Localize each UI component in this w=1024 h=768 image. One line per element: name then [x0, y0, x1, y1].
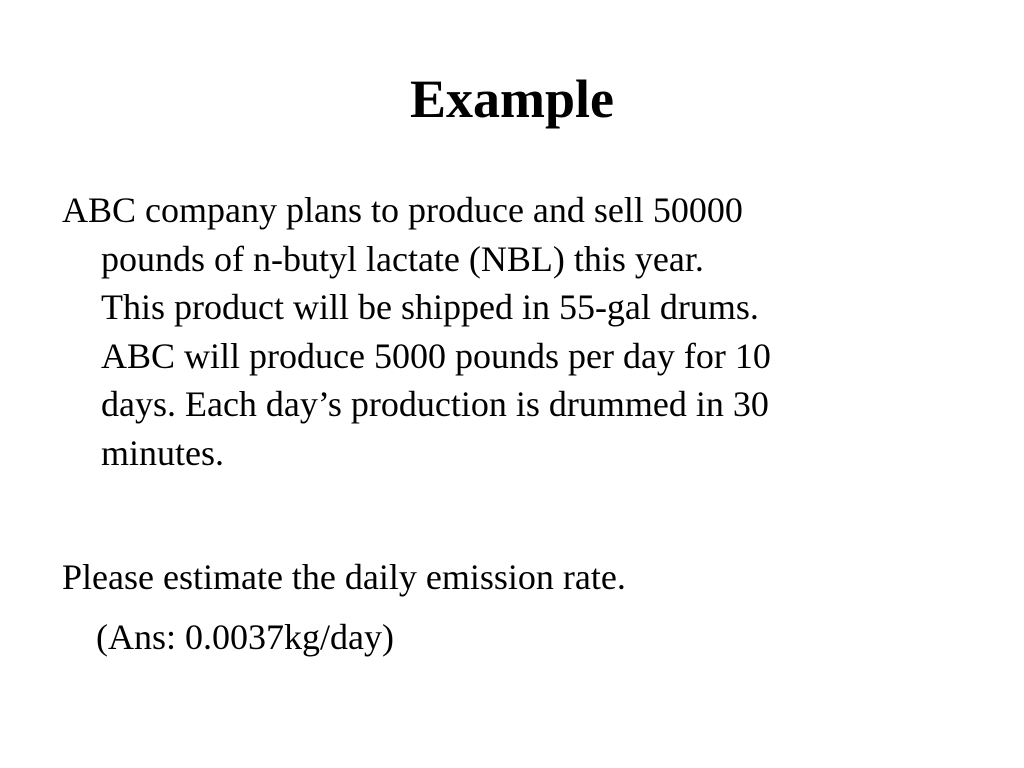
problem-line-6: minutes. — [101, 432, 224, 473]
problem-line-5: days. Each day’s production is drummed in 30 — [101, 384, 769, 424]
problem-statement — [62, 186, 1021, 477]
problem-line-2: pounds of n-butyl lactate (NBL) this year. — [101, 238, 704, 279]
slide-title: Example — [409, 69, 614, 129]
problem-line-4: ABC will produce 5000 pounds per day for 10 — [101, 335, 771, 376]
problem-line-1: ABC company plans to produce and sell 50000 — [62, 190, 743, 230]
problem-line-3: This product will be shipped in 55-gal drums. — [101, 287, 759, 327]
question-text: Please estimate the daily emission rate. — [62, 557, 626, 597]
answer-text: (Ans: 0.0037kg/day) — [96, 617, 394, 657]
